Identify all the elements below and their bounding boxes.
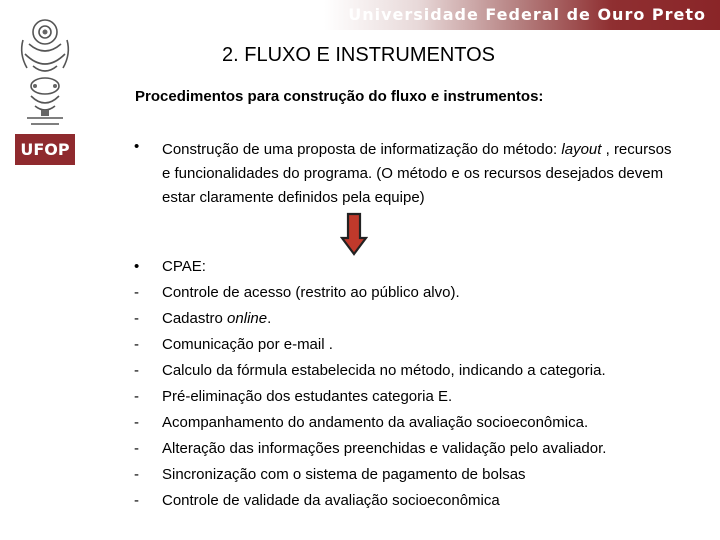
list-item-text	[162, 258, 206, 275]
list-item-marker: -	[134, 414, 139, 431]
list-item	[0, 414, 720, 440]
list-item-marker: -	[134, 466, 139, 483]
list-item-text-part: Calculo da fórmula estabelecida no método, indicando a categoria.	[162, 362, 606, 379]
list-item-text-part: Cadastro	[162, 310, 228, 327]
list-item-text-part: CPAE:	[162, 258, 206, 275]
list-item-text-part: Controle de validade da avaliação socioeconômica	[162, 492, 500, 509]
list-item-marker: •	[134, 258, 140, 275]
list-item-marker: -	[134, 336, 139, 353]
list-item	[0, 362, 720, 388]
first-bullet-text-part: Construção de uma proposta de informatização do método:	[162, 141, 562, 158]
list-item-marker: -	[134, 310, 139, 327]
list-item	[0, 336, 720, 362]
list-item-text-part: .	[267, 310, 272, 327]
list-item-text-part: Controle de acesso (restrito ao público alvo).	[162, 284, 460, 301]
ufop-logo-text: UFOP	[20, 140, 70, 159]
slide-subtitle: Procedimentos para construção do fluxo e instrumentos:	[135, 88, 544, 105]
list-item-text	[162, 284, 460, 301]
list-item-marker: -	[134, 362, 139, 379]
header-banner	[0, 0, 720, 30]
list-item	[0, 310, 720, 336]
list-item-marker: -	[134, 440, 139, 457]
university-name: Universidade Federal de Ouro Preto	[348, 5, 706, 24]
list-item	[0, 284, 720, 310]
first-bullet-text-part: layout	[561, 141, 602, 158]
list-item	[0, 258, 720, 284]
list-item-text-part: online	[227, 310, 268, 327]
ufop-logo	[15, 134, 75, 165]
list-item-text-part: Comunicação por e-mail .	[162, 336, 333, 353]
list-item-text	[162, 310, 271, 327]
slide-title: 2. FLUXO E INSTRUMENTOS	[222, 44, 496, 66]
list-item-text-part: Alteração das informações preenchidas e validação pelo avaliador.	[162, 440, 607, 457]
list-item-text-part: Sincronização com o sistema de pagamento de bolsas	[162, 466, 526, 483]
down-arrow-icon	[340, 212, 368, 256]
list-item-text	[162, 362, 606, 379]
list-item-marker: -	[134, 284, 139, 301]
list-item	[0, 440, 720, 466]
university-crest-icon	[15, 14, 75, 132]
list-item-text	[162, 440, 606, 457]
list-item-text	[162, 492, 500, 509]
first-bullet-marker: •	[134, 138, 140, 155]
list-item-text	[162, 388, 452, 405]
list-item-marker: -	[134, 492, 139, 509]
list-item-text	[162, 466, 526, 483]
list-item	[0, 388, 720, 414]
list-item	[0, 492, 720, 518]
list-item-text-part: Pré-eliminação dos estudantes categoria E.	[162, 388, 453, 405]
list-item-text	[162, 414, 588, 431]
first-bullet-text-part: , recursos e funcionalidades do programa. (O método e os recursos desejados devem estar claramente definidos pela equipe)	[162, 141, 672, 206]
first-bullet-text	[162, 138, 682, 210]
list-item-text-part: Acompanhamento do andamento da avaliação socioeconômica.	[162, 414, 589, 431]
list-item	[0, 466, 720, 492]
list-item-text	[162, 336, 333, 353]
list-item-marker: -	[134, 388, 139, 405]
